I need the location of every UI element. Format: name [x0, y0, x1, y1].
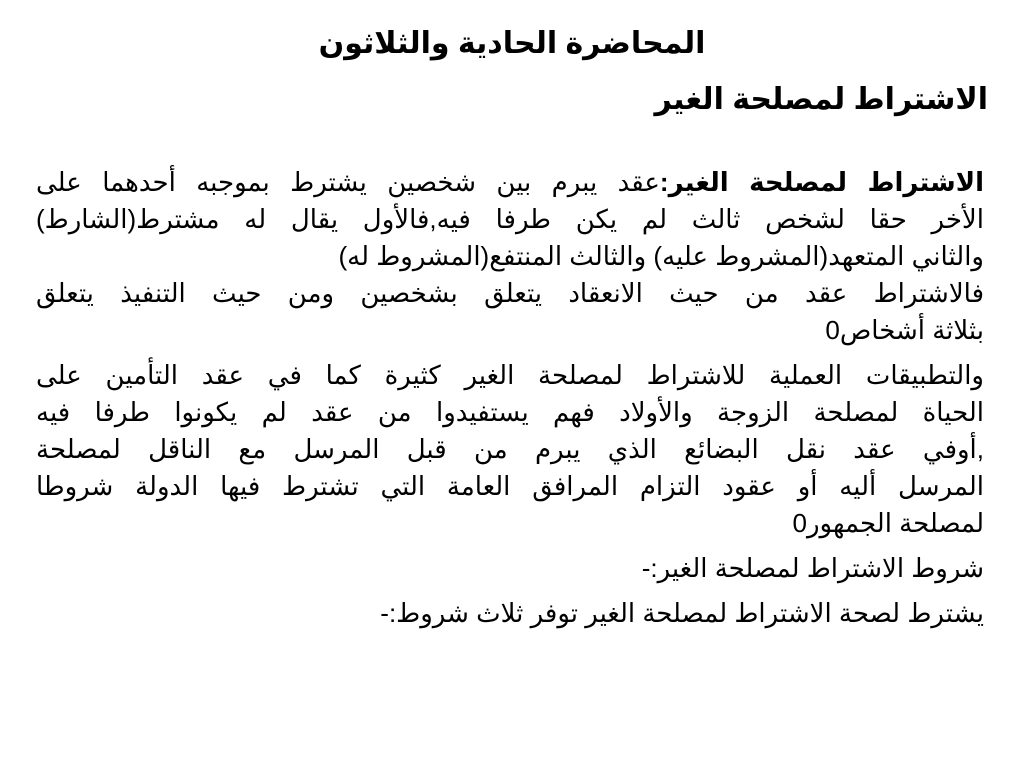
conditions-intro-text: يشترط لصحة الاشتراط لمصلحة الغير توفر ثلاث شروط:- — [380, 598, 984, 628]
definition-paragraph — [36, 164, 984, 349]
conditions-heading-text: شروط الاشتراط لمصلحة الغير:- — [641, 553, 984, 583]
definition-line: بثلاثة أشخاص0 — [825, 315, 984, 345]
applications-line: ,أوفي عقد نقل البضائع الذي يبرم من قبل المرسل مع الناقل لمصلحة — [36, 434, 984, 464]
conditions-heading — [36, 550, 984, 587]
topic-title: الاشتراط لمصلحة الغير — [654, 83, 988, 116]
definition-text: عقد يبرم بين شخصين يشترط بموجبه أحدهما على — [36, 167, 660, 197]
applications-paragraph — [36, 357, 984, 542]
slide-body — [36, 164, 984, 640]
definition-line — [36, 164, 984, 201]
definition-line: فالاشتراط عقد من حيث الانعقاد يتعلق بشخصين ومن حيث التنفيذ يتعلق — [36, 278, 984, 308]
lecture-title: المحاضرة الحادية والثلاثون — [318, 27, 706, 60]
conditions-intro — [36, 595, 984, 632]
definition-line: والثاني المتعهد(المشروط عليه) والثالث المنتفع(المشروط له) — [338, 241, 984, 271]
applications-line: والتطبيقات العملية للاشتراط لمصلحة الغير كثيرة كما في عقد التأمين على — [36, 360, 984, 390]
definition-line: الأخر حقا لشخص ثالث لم يكن طرفا فيه,فالأول يقال له مشترط(الشارط) — [36, 204, 984, 234]
applications-line: لمصلحة الجمهور0 — [792, 508, 984, 538]
applications-line: الحياة لمصلحة الزوجة والأولاد فهم يستفيدوا من عقد لم يكونوا طرفا فيه — [36, 397, 984, 427]
applications-line: المرسل أليه أو عقود التزام المرافق العامة التي تشترط فيها الدولة شروطا — [36, 471, 984, 501]
defined-term: الاشتراط لمصلحة الغير: — [659, 167, 985, 197]
